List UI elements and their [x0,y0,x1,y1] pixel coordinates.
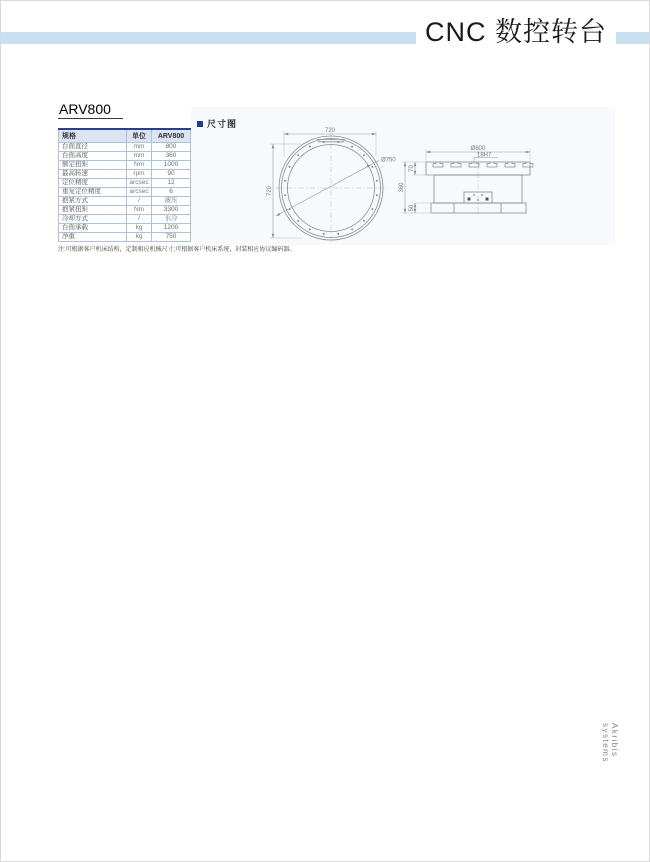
spec-row: 额定扭矩 Nm 1000 [59,161,191,170]
spec-header-row [59,129,191,143]
spec-header-name: 规格 [59,129,127,143]
spec-row: 抱紧方式 / 液压 [59,197,191,206]
dim-label-total-height: 360 [399,182,405,193]
spec-header-unit: 单位 [127,129,152,143]
spec-row: 台面直径 mm 800 [59,143,191,152]
section-bullet-icon [197,121,203,127]
dimension-diagram [191,107,615,245]
spec-row: 台面承载 kg 1200 [59,224,191,233]
dim-label-plate-thickness: 70 [409,165,415,172]
model-heading: ARV800 [58,101,123,119]
spec-header-model: ARV800 [152,129,191,143]
dim-label-table-diameter: Ø800 [470,146,486,152]
dim-label-top-width: 720 [324,128,336,134]
section-label [197,117,237,130]
spec-row: 净重 kg 750 [59,233,191,242]
spec-row: 定位精度 arcsec 12 [59,179,191,188]
dim-label-base-height: 50 [409,204,415,212]
spec-row: 重复定位精度 arcsec 6 [59,188,191,197]
center-lines [275,132,478,244]
spec-row: 台面高度 mm 360 [59,152,191,161]
spec-table [58,128,191,242]
footnote: 注:可根据客户机床结构，定制相应机械尺寸;可根据客户机床系统，封装相应协议编码器。 [58,247,296,253]
brand-vertical-text: Akribis systems [601,723,619,763]
dimension-diagram-panel [191,107,615,245]
spec-row: 最高转速 rpm 90 [59,170,191,179]
dim-label-left-height: 720 [267,185,273,197]
side-view [426,162,533,213]
spec-row: 冷却方式 / 水冷 [59,215,191,224]
t-slot-profile [433,162,533,167]
dim-label-t-slot: 18H7 [477,152,492,159]
section-label-text: 尺寸图 [207,119,238,129]
page-title: CNC 数控转台 [416,15,616,50]
spec-row: 抱紧扭矩 Nm 3300 [59,206,191,215]
dim-label-bolt-circle: Ø750 [381,157,396,164]
